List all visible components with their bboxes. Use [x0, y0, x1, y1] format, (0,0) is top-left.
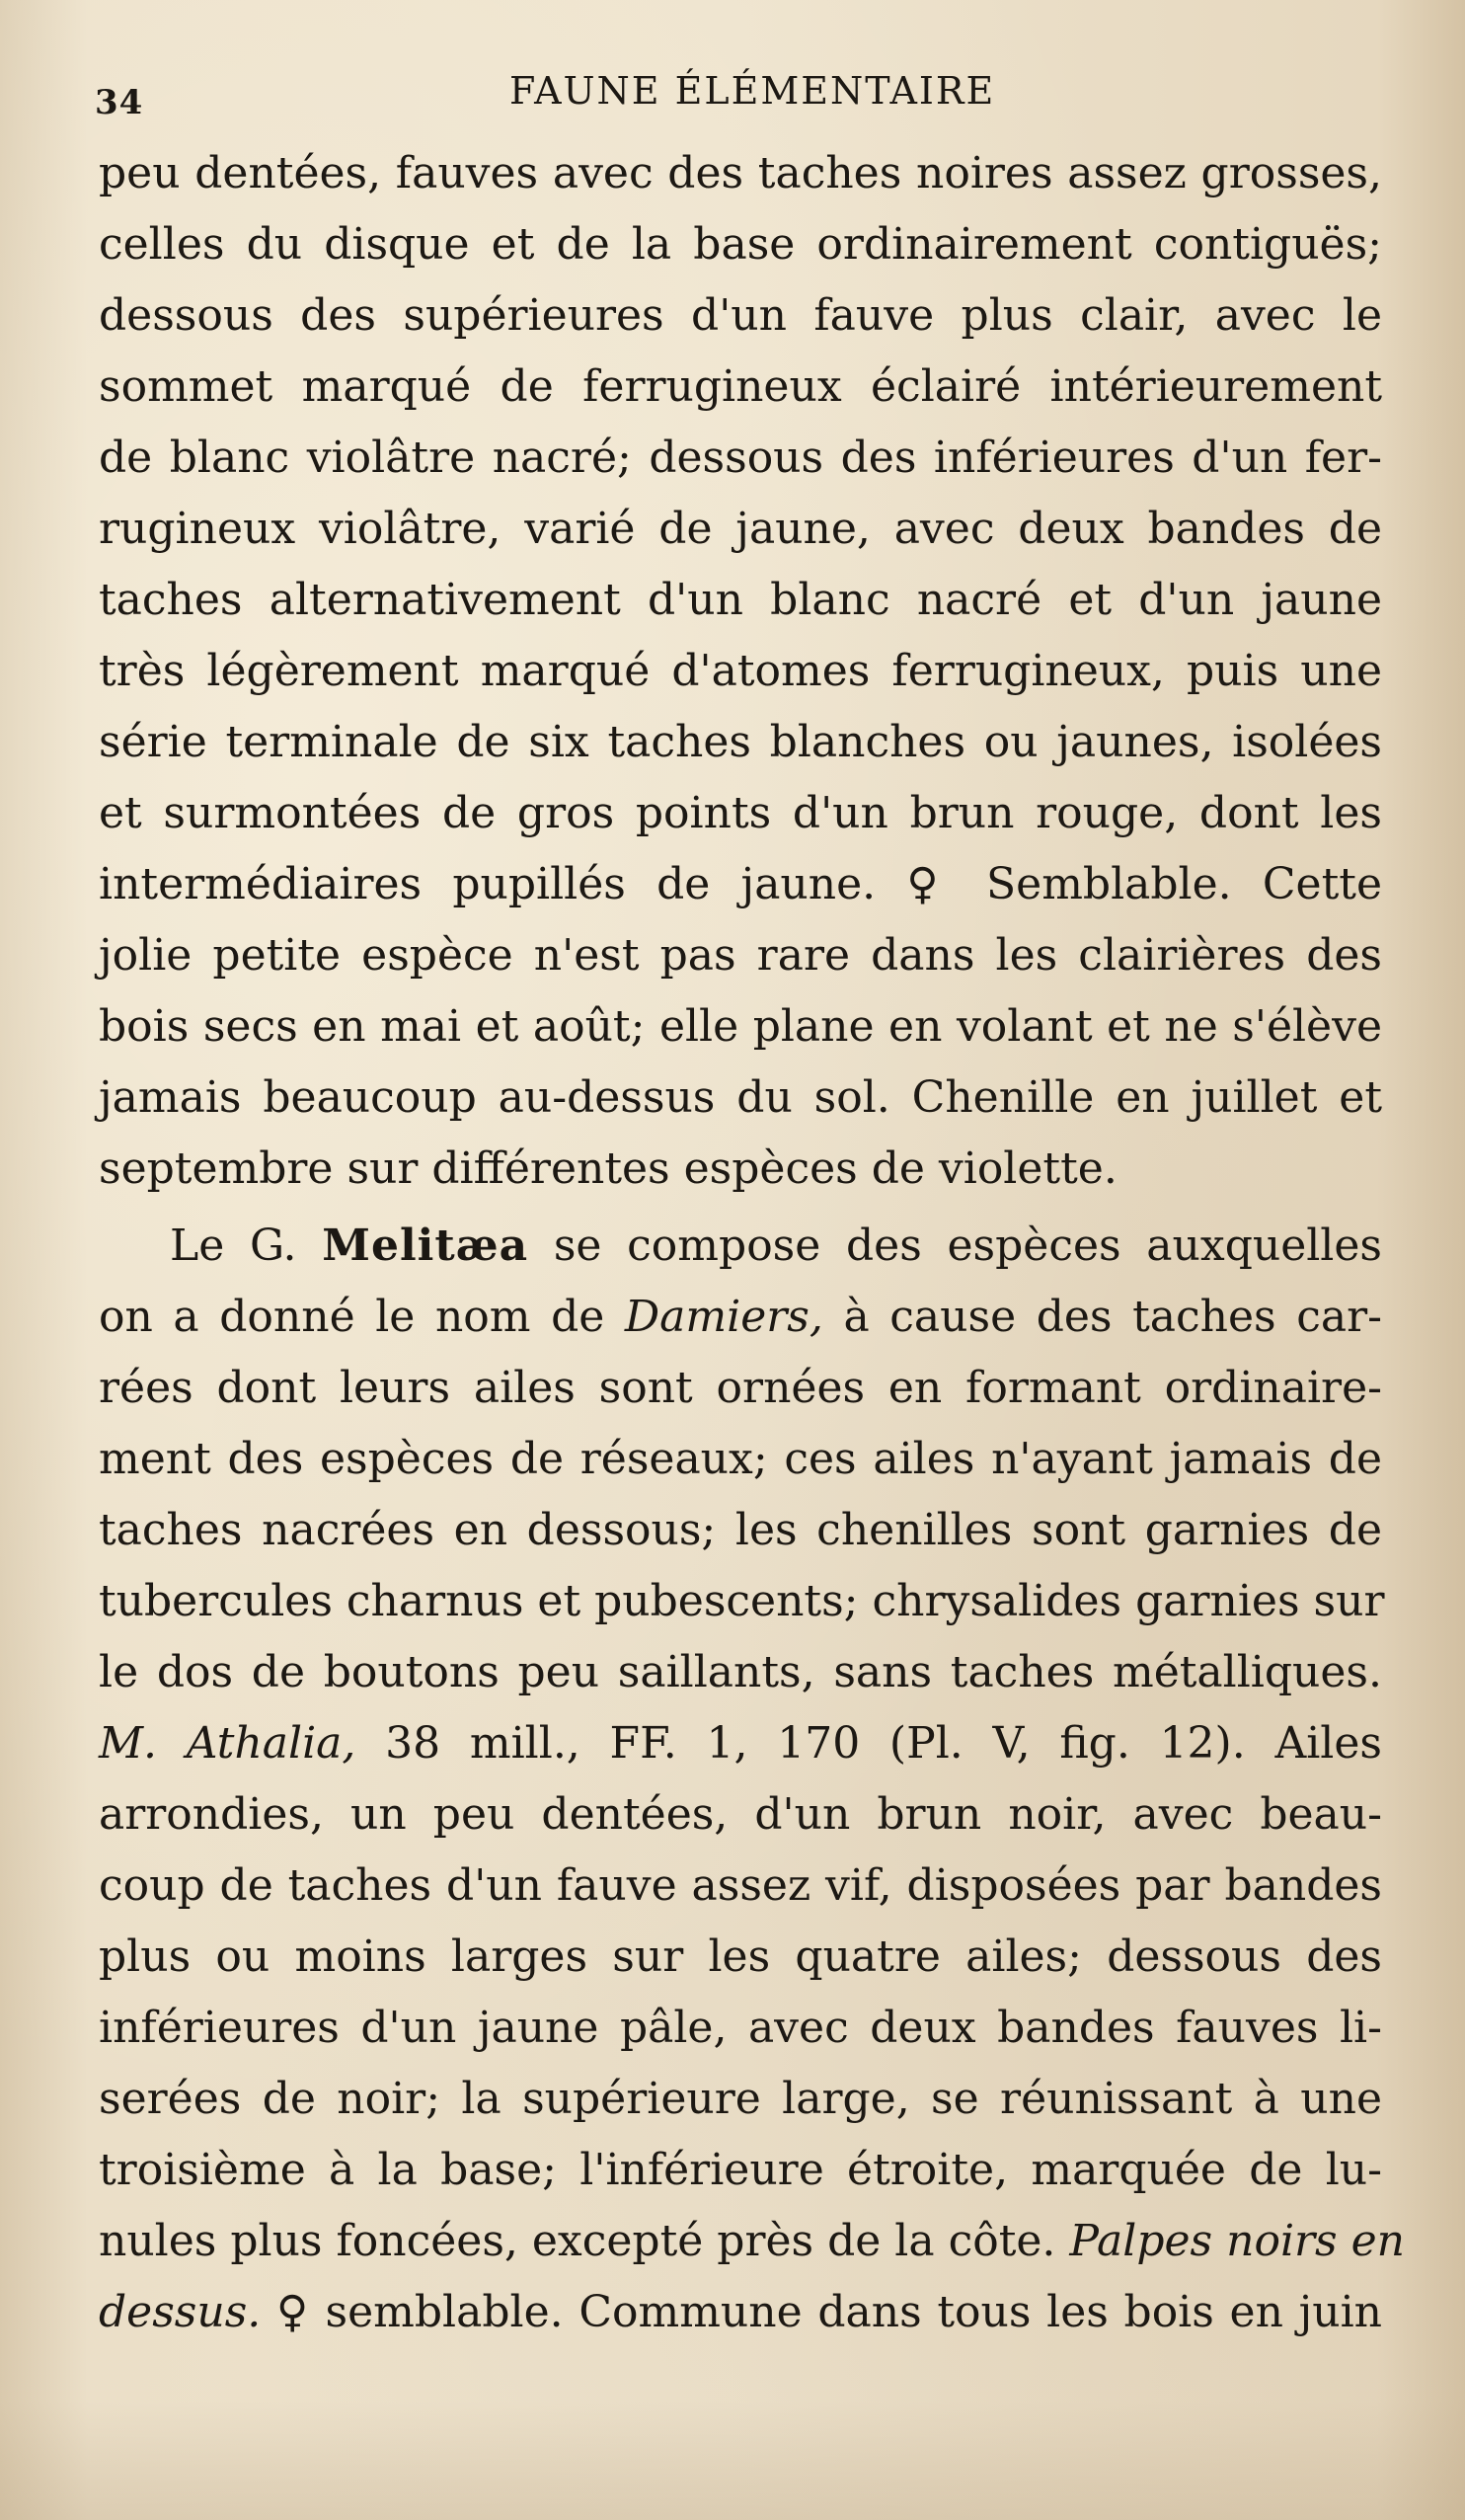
text-line: jolie petite espèce n'est pas rare dans les clairières des — [99, 930, 1382, 981]
text-line: et surmontées de gros points d'un brun rouge, dont les — [99, 788, 1382, 838]
text-line: tubercules charnus et pubescents; chrysalides garnies sur — [99, 1576, 1385, 1626]
text-line: rugineux violâtre, varié de jaune, avec deux bandes de — [99, 504, 1382, 554]
text-line — [99, 2277, 1382, 2348]
text-line — [99, 2206, 1405, 2277]
page-header — [95, 59, 1378, 122]
text-span: 38 mill., FF. 1, 170 (Pl. V, fig. 12). Ailes — [355, 1718, 1382, 1769]
text-line: arrondies, un peu dentées, d'un brun noir, avec beau- — [99, 1789, 1382, 1840]
page-number: 34 — [95, 83, 144, 122]
paragraph-1 — [99, 138, 1382, 1205]
text-line: intermédiaires pupillés de jaune. ♀ Semblable. Cette — [99, 859, 1382, 909]
italic-term: Damiers, — [624, 1292, 823, 1342]
text-span: ♀ semblable. Commune dans tous les bois en juin — [261, 2287, 1382, 2337]
text-line — [99, 1211, 1382, 1282]
text-line: coup de taches d'un fauve assez vif, disposées par bandes — [99, 1860, 1382, 1911]
text-line: peu dentées, fauves avec des taches noires assez grosses, — [99, 148, 1382, 198]
text-line: série terminale de six taches blanches ou jaunes, isolées — [99, 717, 1382, 767]
text-line: le dos de boutons peu saillants, sans taches métalliques. — [99, 1647, 1382, 1697]
text-span: on a donné le nom de — [99, 1292, 625, 1342]
text-line: très légèrement marqué d'atomes ferrugineux, puis une — [99, 646, 1382, 696]
text-line — [99, 1708, 1382, 1779]
text-line: serées de noir; la supérieure large, se réunissant à une — [99, 2074, 1382, 2124]
text-line: dessous des supérieures d'un fauve plus clair, avec le — [99, 290, 1382, 341]
italic-phrase: Palpes noirs en — [1069, 2216, 1405, 2266]
text-line: taches alternativement d'un blanc nacré et d'un jaune — [99, 575, 1382, 625]
text-line: celles du disque et de la base ordinairement contiguës; — [99, 219, 1382, 270]
text-span: à cause des taches car- — [822, 1292, 1382, 1342]
text-line: bois secs en mai et août; elle plane en volant et ne s'élève — [99, 1001, 1382, 1052]
text-line: sommet marqué de ferrugineux éclairé intérieurement — [99, 361, 1382, 412]
text-line: ment des espèces de réseaux; ces ailes n'ayant jamais de — [99, 1434, 1382, 1484]
paragraph-2 — [99, 1211, 1405, 2348]
text-span: se compose des espèces auxquelles — [528, 1221, 1382, 1271]
text-line: de blanc violâtre nacré; dessous des inférieures d'un fer- — [99, 433, 1382, 483]
text-line: septembre sur différentes espèces de violette. — [99, 1143, 1118, 1194]
text-line: taches nacrées en dessous; les chenilles sont garnies de — [99, 1505, 1382, 1555]
text-line: troisième à la base; l'inférieure étroite, marquée de lu- — [99, 2145, 1382, 2195]
text-line: plus ou moins larges sur les quatre ailes; dessous des — [99, 1931, 1382, 1982]
page-shadow — [0, 2402, 1465, 2520]
text-line — [99, 1282, 1382, 1353]
species-name: M. Athalia, — [99, 1718, 356, 1769]
italic-phrase: dessus. — [99, 2287, 262, 2337]
text-span: Le G. — [170, 1221, 323, 1271]
genus-name: Melitæa — [322, 1221, 529, 1271]
text-line: jamais beaucoup au-dessus du sol. Chenille en juillet et — [99, 1072, 1382, 1123]
body-text — [99, 138, 1405, 2348]
text-line: rées dont leurs ailes sont ornées en formant ordinaire- — [99, 1363, 1382, 1413]
text-line: inférieures d'un jaune pâle, avec deux bandes fauves li- — [99, 2003, 1382, 2053]
running-title: FAUNE ÉLÉMENTAIRE — [509, 69, 996, 113]
text-span: nules plus foncées, excepté près de la côte. — [99, 2216, 1070, 2266]
